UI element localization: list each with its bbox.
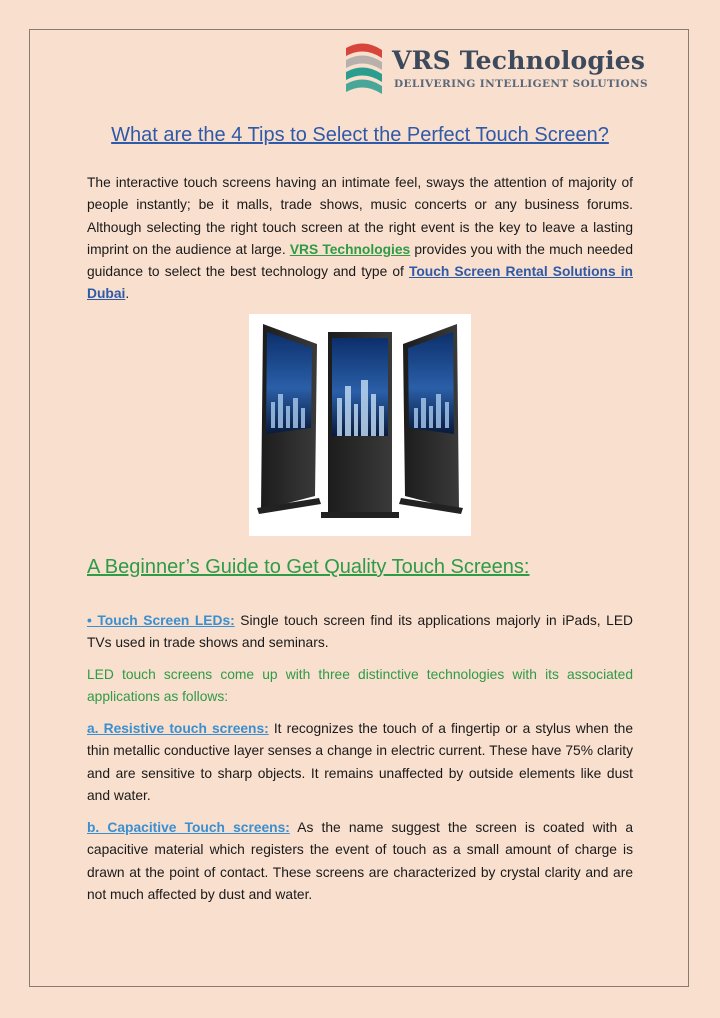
section-heading: A Beginner’s Guide to Get Quality Touch Screens: bbox=[87, 556, 530, 578]
resistive-label: a. Resistive touch screens: bbox=[87, 721, 269, 736]
led-text: Single touch screen find its applications majorly in iPads, LED TVs used in trade shows and seminars. bbox=[87, 613, 633, 651]
logo-tagline: DELIVERING INTELLIGENT SOLUTIONS bbox=[394, 78, 648, 90]
rental-solutions-link[interactable]: Touch Screen Rental Solutions in Dubai bbox=[87, 264, 633, 302]
page-title: What are the 4 Tips to Select the Perfect Touch Screen? bbox=[111, 124, 609, 146]
touch-screen-kiosks-image bbox=[249, 314, 471, 536]
kiosk-illustration bbox=[249, 314, 471, 536]
capacitive-text: As the name suggest the screen is coated with a capacitive material which registers the event of touch as a small amount of charge is drawn at the point of contact. These screens are characterized by crystal clarity and are not much affected by dust and water. bbox=[87, 820, 633, 902]
capacitive-label: b. Capacitive Touch screens: bbox=[87, 820, 290, 835]
left-kiosk bbox=[257, 324, 321, 514]
company-logo bbox=[340, 40, 648, 98]
resistive-paragraph bbox=[87, 718, 633, 807]
led-label: • Touch Screen LEDs: bbox=[87, 613, 235, 628]
intro-text-before: The interactive touch screens having an intimate feel, sways the attention of majority of people instantly; be it malls, trade shows, music concerts or any business forums. Although selecting the right touch screen at the right event is the key to leave a lasting imprint on the audience at large. bbox=[87, 175, 633, 257]
center-kiosk bbox=[321, 332, 399, 518]
intro-text-after: . bbox=[125, 286, 130, 302]
vrs-logo-icon bbox=[340, 40, 388, 96]
technologies-intro-paragraph: LED touch screens come up with three distinctive technologies with its associated applications as follows: bbox=[87, 667, 633, 705]
resistive-text: It recognizes the touch of a fingertip or a stylus when the thin metallic conductive layer senses a change in electric current. These have 75% clarity and are sensitive to sharp objects. It remains unaffected by outside elements like dust and water. bbox=[87, 721, 633, 803]
led-paragraph bbox=[87, 610, 633, 655]
intro-text-middle: provides you with the much needed guidance to select the best technology and type of bbox=[87, 241, 633, 280]
company-link[interactable]: VRS Technologies bbox=[289, 241, 411, 257]
intro-paragraph bbox=[87, 172, 633, 306]
capacitive-paragraph bbox=[87, 817, 633, 906]
logo-brand-name: VRS Technologies bbox=[392, 46, 646, 75]
right-kiosk bbox=[399, 324, 463, 514]
